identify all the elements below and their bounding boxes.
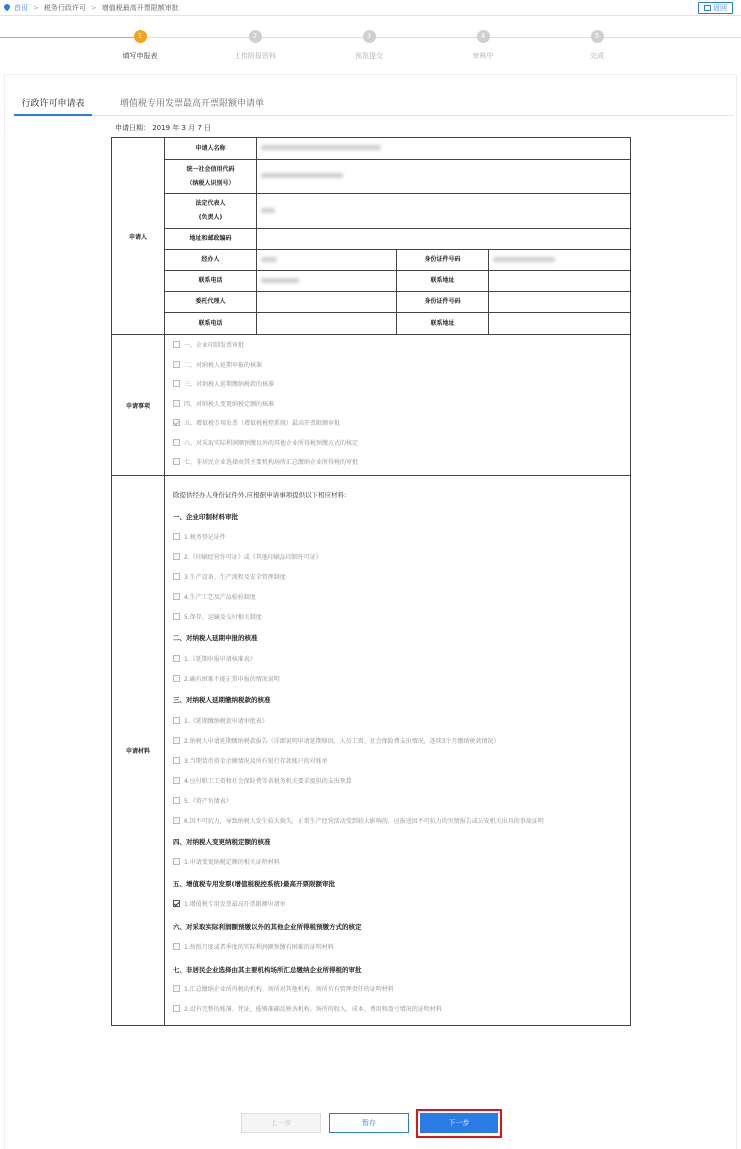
step-3-dot: 3 bbox=[363, 30, 376, 43]
material-checkbox[interactable] bbox=[173, 985, 180, 992]
material-item[interactable] bbox=[173, 796, 232, 805]
material-checkbox[interactable] bbox=[173, 675, 180, 682]
redacted-value bbox=[493, 257, 555, 262]
progress-steps bbox=[0, 26, 741, 66]
matter-label: 一、企业印制发票审批 bbox=[184, 342, 245, 349]
material-group-2-title: 二、对纳税人延期申报的核准 bbox=[173, 634, 258, 642]
material-label: 2.纳税人申请延期缴纳税款报告（详细说明申请延期原因，人员工资、社会保险费支出情况，连续3个月缴纳税款情况） bbox=[184, 738, 500, 745]
action-buttons bbox=[0, 1113, 741, 1135]
material-checkbox[interactable] bbox=[173, 797, 180, 804]
id-number-label: 身份证件号码 bbox=[397, 250, 489, 271]
material-checkbox[interactable] bbox=[173, 777, 180, 784]
material-group-3-title: 三、对纳税人延期缴纳税款的核准 bbox=[173, 696, 271, 704]
agent-id-value bbox=[489, 292, 631, 313]
material-label: 1.《延期申报申请核准表》 bbox=[184, 656, 256, 663]
material-item[interactable] bbox=[173, 572, 286, 581]
save-draft-button[interactable]: 暂存 bbox=[329, 1113, 409, 1133]
matter-checkbox[interactable] bbox=[173, 439, 180, 446]
address-value bbox=[257, 229, 631, 250]
material-group-1-title: 一、企业印制材料审批 bbox=[173, 513, 238, 521]
step-2-label: 上传附报资料 bbox=[234, 52, 276, 60]
top-bar bbox=[0, 0, 741, 16]
material-item[interactable] bbox=[173, 942, 334, 951]
material-item[interactable] bbox=[173, 1004, 442, 1013]
section-matters: 申请事项 bbox=[112, 335, 165, 476]
legal-rep-label-line1: 法定代表人 bbox=[195, 200, 226, 207]
matter-label: 二、对纳税人延期申报的核准 bbox=[184, 362, 263, 369]
material-item[interactable] bbox=[173, 756, 328, 765]
material-item[interactable] bbox=[173, 816, 544, 825]
agent-phone-label: 联系电话 bbox=[165, 313, 257, 335]
apply-date: 申请日期： 2019 年 3 月 7 日 bbox=[115, 124, 212, 132]
step-2 bbox=[215, 30, 295, 61]
material-label: 6.因不可抗力，导致纳税人发生较大损失，正常生产经营活动受到较大影响的，应报送因不可抗力的灾情报告或公安机关出具的事故证明 bbox=[184, 818, 544, 825]
material-checkbox[interactable] bbox=[173, 858, 180, 865]
agent-address-value bbox=[489, 313, 631, 335]
credit-code-label-line1: 统一社会信用代码 bbox=[186, 165, 235, 173]
applicant-name-label: 申请人名称 bbox=[165, 138, 257, 160]
section-materials: 申请材料 bbox=[112, 476, 165, 1026]
material-label: 5.《资产负债表》 bbox=[184, 798, 232, 805]
matter-checkbox[interactable] bbox=[173, 380, 180, 387]
matter-checkbox-checked[interactable] bbox=[173, 419, 180, 426]
material-item[interactable] bbox=[173, 716, 268, 725]
agent-phone-value bbox=[257, 313, 397, 335]
step-4-label: 审核中 bbox=[472, 52, 494, 60]
matter-checkbox[interactable] bbox=[173, 400, 180, 407]
tab-permit-form[interactable]: 行政许可申请表 bbox=[14, 96, 92, 116]
section-applicant: 申请人 bbox=[112, 138, 165, 335]
step-3-label: 预览提交 bbox=[355, 52, 383, 60]
redacted-value bbox=[261, 208, 275, 213]
material-item[interactable] bbox=[173, 674, 280, 683]
next-step-button[interactable]: 下一步 bbox=[420, 1113, 498, 1133]
matter-label: 四、对纳税人变更纳税定额的核准 bbox=[184, 401, 275, 408]
material-label: 5.保存、运输及交付相关制度 bbox=[184, 614, 262, 621]
redacted-value bbox=[261, 278, 299, 283]
matter-label: 五、增值税专用发票（增值税税控系统）最高开票限额审批 bbox=[184, 420, 341, 427]
agent-value bbox=[257, 292, 397, 313]
material-checkbox[interactable] bbox=[173, 573, 180, 580]
matter-item-1[interactable] bbox=[173, 340, 244, 349]
material-label: 4.生产工艺及产品检验制度 bbox=[184, 594, 256, 601]
credit-code-label bbox=[165, 160, 257, 194]
handler-value bbox=[257, 250, 397, 271]
matter-item-5[interactable] bbox=[173, 418, 340, 427]
material-group-7-title: 七、非居民企业选择由其主要机构场所汇总缴纳企业所得税的审批 bbox=[173, 966, 362, 974]
breadcrumb-separator: > bbox=[33, 4, 39, 12]
material-group-4-title: 四、对纳税人变更纳税定额的核准 bbox=[173, 838, 271, 846]
materials-list bbox=[165, 476, 631, 1026]
matter-item-4[interactable] bbox=[173, 399, 274, 408]
step-4-dot: 4 bbox=[477, 30, 490, 43]
step-1 bbox=[100, 30, 180, 61]
material-item[interactable] bbox=[173, 532, 226, 541]
redacted-value bbox=[261, 145, 381, 150]
material-label: 1.申请变更纳税定额的相关证明材料 bbox=[184, 859, 280, 866]
material-checkbox[interactable] bbox=[173, 943, 180, 950]
material-checkbox[interactable] bbox=[173, 655, 180, 662]
matters-list bbox=[165, 335, 631, 476]
material-checkbox[interactable] bbox=[173, 737, 180, 744]
step-5-label: 完成 bbox=[590, 52, 604, 60]
application-form-table bbox=[111, 137, 631, 1026]
material-checkbox[interactable] bbox=[173, 593, 180, 600]
step-3 bbox=[329, 30, 409, 61]
material-label: 1.按照月度或者季度的实际利润额预缴有困难的证明材料 bbox=[184, 944, 334, 951]
address-label: 地址和邮政编码 bbox=[165, 229, 257, 250]
material-label: 3.当期货币资金余额情况及所有银行存款账户的对账单 bbox=[184, 758, 328, 765]
phone-label: 联系电话 bbox=[165, 271, 257, 292]
applicant-name-value bbox=[257, 138, 631, 160]
id-number-value bbox=[489, 250, 631, 271]
step-1-label: 填写申报表 bbox=[122, 52, 158, 60]
handler-label: 经办人 bbox=[165, 250, 257, 271]
matter-label: 六、对采取实际利润额预缴以外的其他企业所得税预缴方式的核定 bbox=[184, 440, 359, 447]
legal-rep-value bbox=[257, 194, 631, 229]
back-button[interactable] bbox=[698, 2, 733, 14]
redacted-value bbox=[261, 173, 343, 178]
form-tabs bbox=[14, 96, 734, 116]
material-label: 1.汇总缴纳企业所得税的机构、场所对其他机构、场所负有管理责任的证明材料 bbox=[184, 986, 394, 993]
breadcrumb-level1-link[interactable]: 税务行政许可 bbox=[43, 4, 86, 12]
phone-value bbox=[257, 271, 397, 292]
material-item[interactable] bbox=[173, 776, 352, 785]
material-item[interactable] bbox=[173, 899, 286, 908]
matter-checkbox[interactable] bbox=[173, 341, 180, 348]
breadcrumb-current: 增值税最高开票限额审批 bbox=[101, 4, 179, 12]
matter-item-3[interactable] bbox=[173, 379, 274, 388]
legal-rep-label-line2: (负责人) bbox=[198, 214, 223, 221]
material-checkbox[interactable] bbox=[173, 817, 180, 824]
material-label: 2.确有困难不能正常申报的情况说明 bbox=[184, 676, 280, 683]
step-5 bbox=[557, 30, 637, 61]
materials-intro: 除提供经办人身份证件外,应根据申请事项提供以下相应材料: bbox=[173, 491, 347, 499]
step-1-dot: 1 bbox=[134, 30, 147, 43]
material-checkbox[interactable] bbox=[173, 533, 180, 540]
legal-rep-label bbox=[165, 194, 257, 229]
material-label: 2.《印刷经营许可证》或《其他印刷品印制许可证》 bbox=[184, 554, 322, 561]
breadcrumb-home-link[interactable]: 首页 bbox=[14, 4, 28, 12]
material-label: 4.应付职工工资和社会保险费等省税务机关要求提供的支出预算 bbox=[184, 778, 352, 785]
back-button-label: 返回 bbox=[713, 4, 727, 12]
material-item[interactable] bbox=[173, 612, 262, 621]
material-item[interactable] bbox=[173, 736, 500, 745]
contact-address-label: 联系地址 bbox=[397, 271, 489, 292]
material-label: 1.增值税专用发票最高开票限额申请单 bbox=[184, 901, 286, 908]
material-group-6-title: 六、对采取实际利润额预缴以外的其他企业所得税预缴方式的核定 bbox=[173, 923, 362, 931]
prev-step-button[interactable]: 上一步 bbox=[241, 1113, 321, 1133]
material-checkbox[interactable] bbox=[173, 757, 180, 764]
material-checkbox[interactable] bbox=[173, 613, 180, 620]
matter-checkbox[interactable] bbox=[173, 458, 180, 465]
matter-checkbox[interactable] bbox=[173, 361, 180, 368]
matter-label: 七、非居民企业选择由其主要机构场所汇总缴纳企业所得税的审批 bbox=[184, 459, 359, 466]
next-button-highlight bbox=[416, 1109, 502, 1138]
material-item[interactable] bbox=[173, 592, 256, 601]
material-label: 2.设有完整的账簿、凭证，能够准确反映各机构、场所的收入、成本、费用和盈亏情况的证明材料 bbox=[184, 1006, 442, 1013]
material-checkbox[interactable] bbox=[173, 1005, 180, 1012]
material-checkbox[interactable] bbox=[173, 717, 180, 724]
material-item[interactable] bbox=[173, 654, 256, 663]
step-4 bbox=[443, 30, 523, 61]
material-item[interactable] bbox=[173, 857, 280, 866]
credit-code-label-line2: （纳税人识别号） bbox=[186, 179, 235, 187]
matter-item-2[interactable] bbox=[173, 360, 262, 369]
material-label: 1.税务登记证件 bbox=[184, 534, 226, 541]
breadcrumb bbox=[4, 3, 179, 13]
agent-id-label: 身份证件号码 bbox=[397, 292, 489, 313]
material-item[interactable] bbox=[173, 984, 394, 993]
location-pin-icon bbox=[3, 3, 11, 11]
matter-item-7[interactable] bbox=[173, 457, 358, 466]
material-label: 1.《延期缴纳税款申请审批表》 bbox=[184, 718, 268, 725]
agent-label: 委托代理人 bbox=[165, 292, 257, 313]
material-checkbox[interactable] bbox=[173, 553, 180, 560]
credit-code-value bbox=[257, 160, 631, 194]
contact-address-value bbox=[489, 271, 631, 292]
back-icon bbox=[704, 5, 711, 11]
matter-label: 三、对纳税人延期缴纳税款的核准 bbox=[184, 381, 275, 388]
material-item[interactable] bbox=[173, 552, 322, 561]
form-title: 增值税专用发票最高开票限额申请单 bbox=[120, 99, 265, 109]
step-2-dot: 2 bbox=[249, 30, 262, 43]
material-label: 3.生产设备、生产流程及安全管理制度 bbox=[184, 574, 286, 581]
matter-item-6[interactable] bbox=[173, 438, 358, 447]
material-checkbox-checked[interactable] bbox=[173, 900, 180, 907]
agent-address-label: 联系地址 bbox=[397, 313, 489, 335]
redacted-value bbox=[261, 257, 277, 262]
step-5-dot: 5 bbox=[591, 30, 604, 43]
breadcrumb-separator: > bbox=[90, 4, 97, 12]
material-group-5-title: 五、增值税专用发票(增值税税控系统)最高开票限额审批 bbox=[173, 880, 335, 888]
